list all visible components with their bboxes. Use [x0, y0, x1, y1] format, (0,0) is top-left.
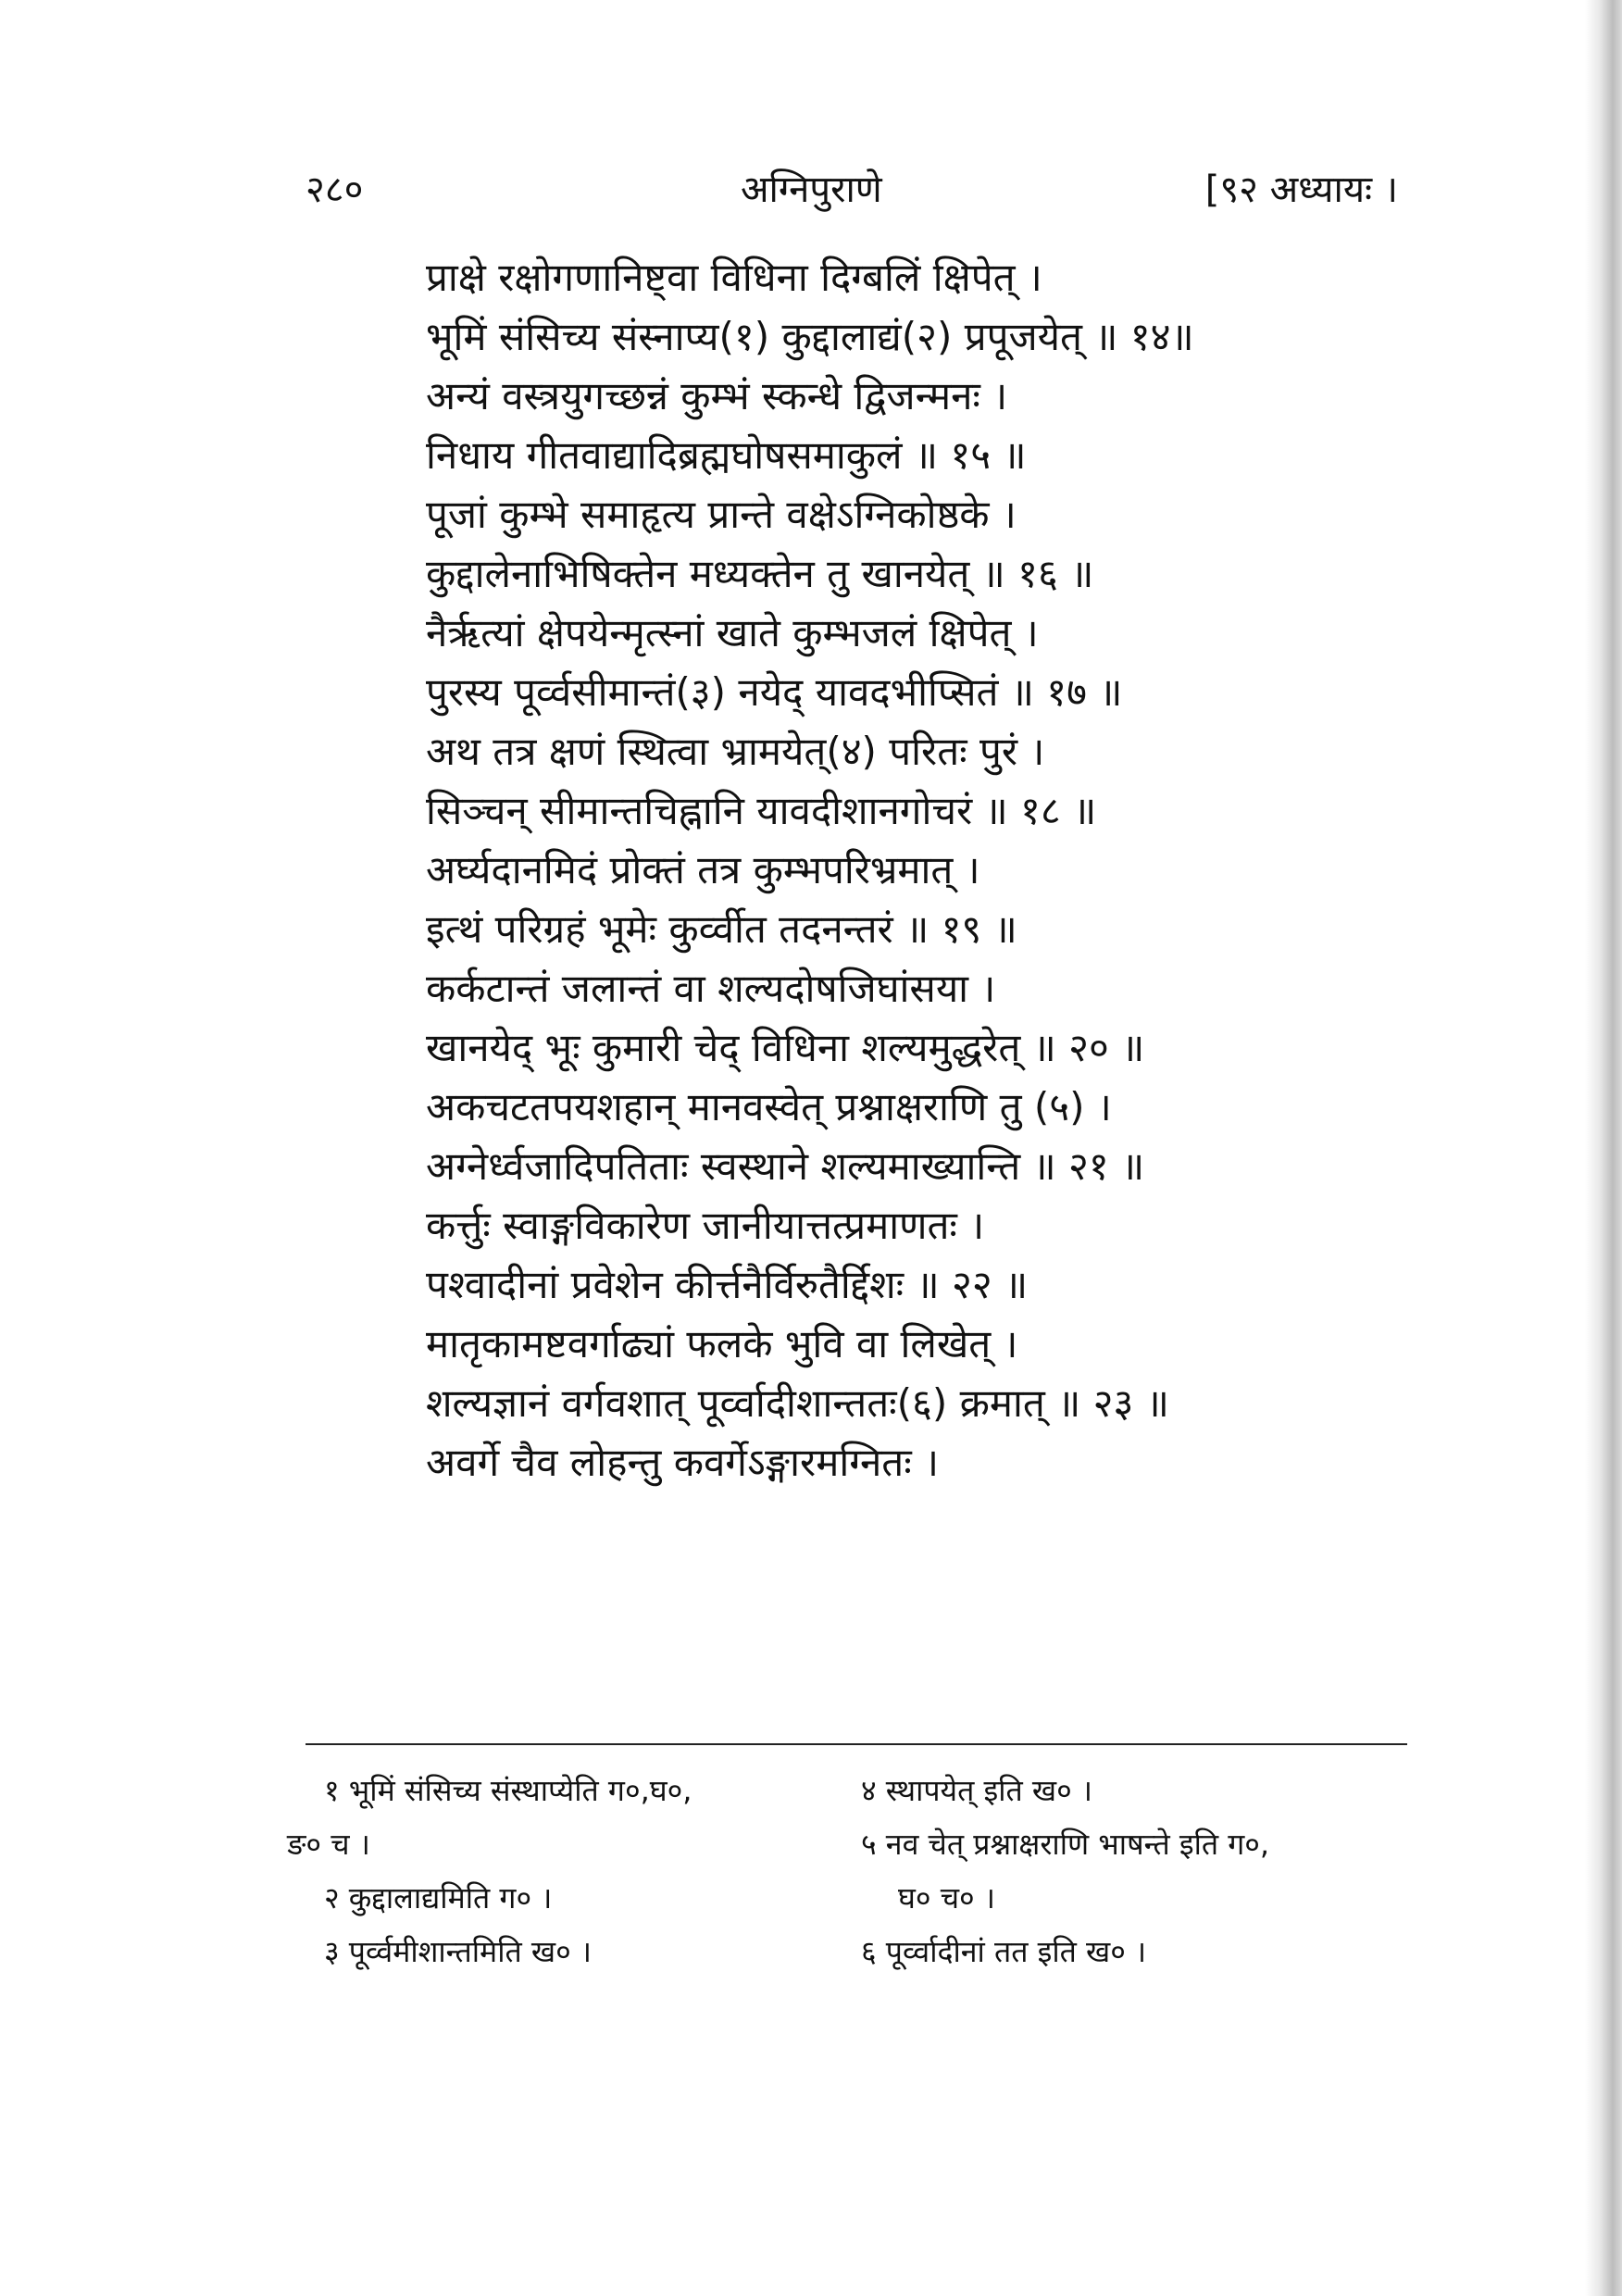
verse-line: भूमिं संसिच्य संस्नाप्य(१) कुद्दालाद्यं(२) प्रपूजयेत् ॥ १४॥ [426, 314, 1194, 359]
footnote-item: २ कुद्दालाद्यमिति ग० । [324, 1880, 553, 1915]
footnote-continuation: घ० च० । [898, 1880, 995, 1915]
footnote-continuation: ङ० च । [287, 1827, 370, 1862]
verse-line: सिञ्चन् सीमान्तचिह्नानि यावदीशानगोचरं ॥ १८ ॥ [426, 788, 1097, 833]
page-number: २८० [306, 168, 364, 211]
verse-line: अन्यं वस्त्रयुगच्छन्नं कुम्भं स्कन्धे द्विजन्मनः । [426, 373, 1008, 418]
verse-line: मातृकामष्टवर्गाढ्यां फलके भुवि वा लिखेत् । [426, 1321, 1018, 1366]
footnote-item: १ भूमिं संसिच्य संस्थाप्येति ग०,घ०, [324, 1773, 692, 1808]
page-header [306, 162, 1398, 218]
page-edge-shadow [1585, 0, 1622, 2296]
verse-line: अग्नेर्ध्वजादिपतिताः स्वस्थाने शल्यमाख्यान्ति ॥ २१ ॥ [426, 1143, 1145, 1189]
verse-line: अर्घ्यदानमिदं प्रोक्तं तत्र कुम्भपरिभ्रमात् । [426, 847, 980, 892]
footnote-item: ४ स्थापयेत् इति ख० । [861, 1773, 1093, 1808]
verse-line: पूजां कुम्भे समाहृत्य प्रान्ते वक्षेऽग्निकोष्ठके । [426, 492, 1017, 537]
verse-line: कुद्दालेनाभिषिक्तेन मध्यक्तेन तु खानयेत् ॥ १६ ॥ [426, 551, 1094, 596]
footnote-item: ६ पूर्व्वादीनां तत इति ख० । [861, 1934, 1147, 1969]
verse-line: कर्त्तुः स्वाङ्गविकारेण जानीयात्तत्प्रमाणतः । [426, 1203, 985, 1248]
verse-line: कर्कटान्तं जलान्तं वा शल्यदोषजिघांसया । [426, 966, 996, 1011]
footnotes [287, 1764, 1416, 2004]
verse-line: नैर्ऋत्यां क्षेपयेन्मृत्स्नां खाते कुम्भजलं क्षिपेत् । [426, 610, 1039, 655]
verse-line: खानयेद् भूः कुमारी चेद् विधिना शल्यमुद्धरेत् ॥ २० ॥ [426, 1025, 1145, 1070]
footnotes-right-column [861, 1764, 1416, 1978]
verse-line: इत्थं परिग्रहं भूमेः कुर्व्वीत तदनन्तरं ॥ १९ ॥ [426, 906, 1017, 952]
footnote-separator [306, 1743, 1407, 1745]
footnote-item: ३ पूर्व्वमीशान्तमिति ख० । [324, 1934, 593, 1969]
verse-line: पश्वादीनां प्रवेशेन कीर्त्तनैर्विरुतैर्द्दिशः ॥ २२ ॥ [426, 1262, 1029, 1307]
footnote-item: ५ नव चेत् प्रश्नाक्षराणि भाषन्ते इति ग०, [861, 1827, 1270, 1862]
verse-line: अकचटतपयशहान् मानवस्वेत् प्रश्नाक्षराणि तु (५) । [426, 1084, 1112, 1129]
chapter-reference: [९२ अध्यायः । [1204, 168, 1398, 211]
verse-line: अवर्गे चैव लोहन्तु कवर्गेऽङ्गारमग्नितः । [426, 1440, 940, 1485]
verse-line: निधाय गीतवाद्यादिब्रह्मघोषसमाकुलं ॥ १५ ॥ [426, 432, 1027, 478]
verse-line: प्राक्षे रक्षोगणानिष्ट्वा विधिना दिग्बलिं क्षिपेत् । [426, 255, 1042, 300]
verse-line: पुरस्य पूर्व्वसीमान्तं(३) नयेद् यावदभीप्सितं ॥ १७ ॥ [426, 669, 1123, 715]
footnotes-left-column [287, 1764, 842, 1978]
verse-line: शल्यज्ञानं वर्गवशात् पूर्व्वादीशान्ततः(६) क्रमात् ॥ २३ ॥ [426, 1380, 1169, 1426]
verse-line: अथ तत्र क्षणं स्थित्वा भ्रामयेत्(४) परितः पुरं । [426, 729, 1045, 774]
running-title: अग्निपुराणे [741, 168, 882, 211]
verse-block [426, 248, 1370, 1492]
